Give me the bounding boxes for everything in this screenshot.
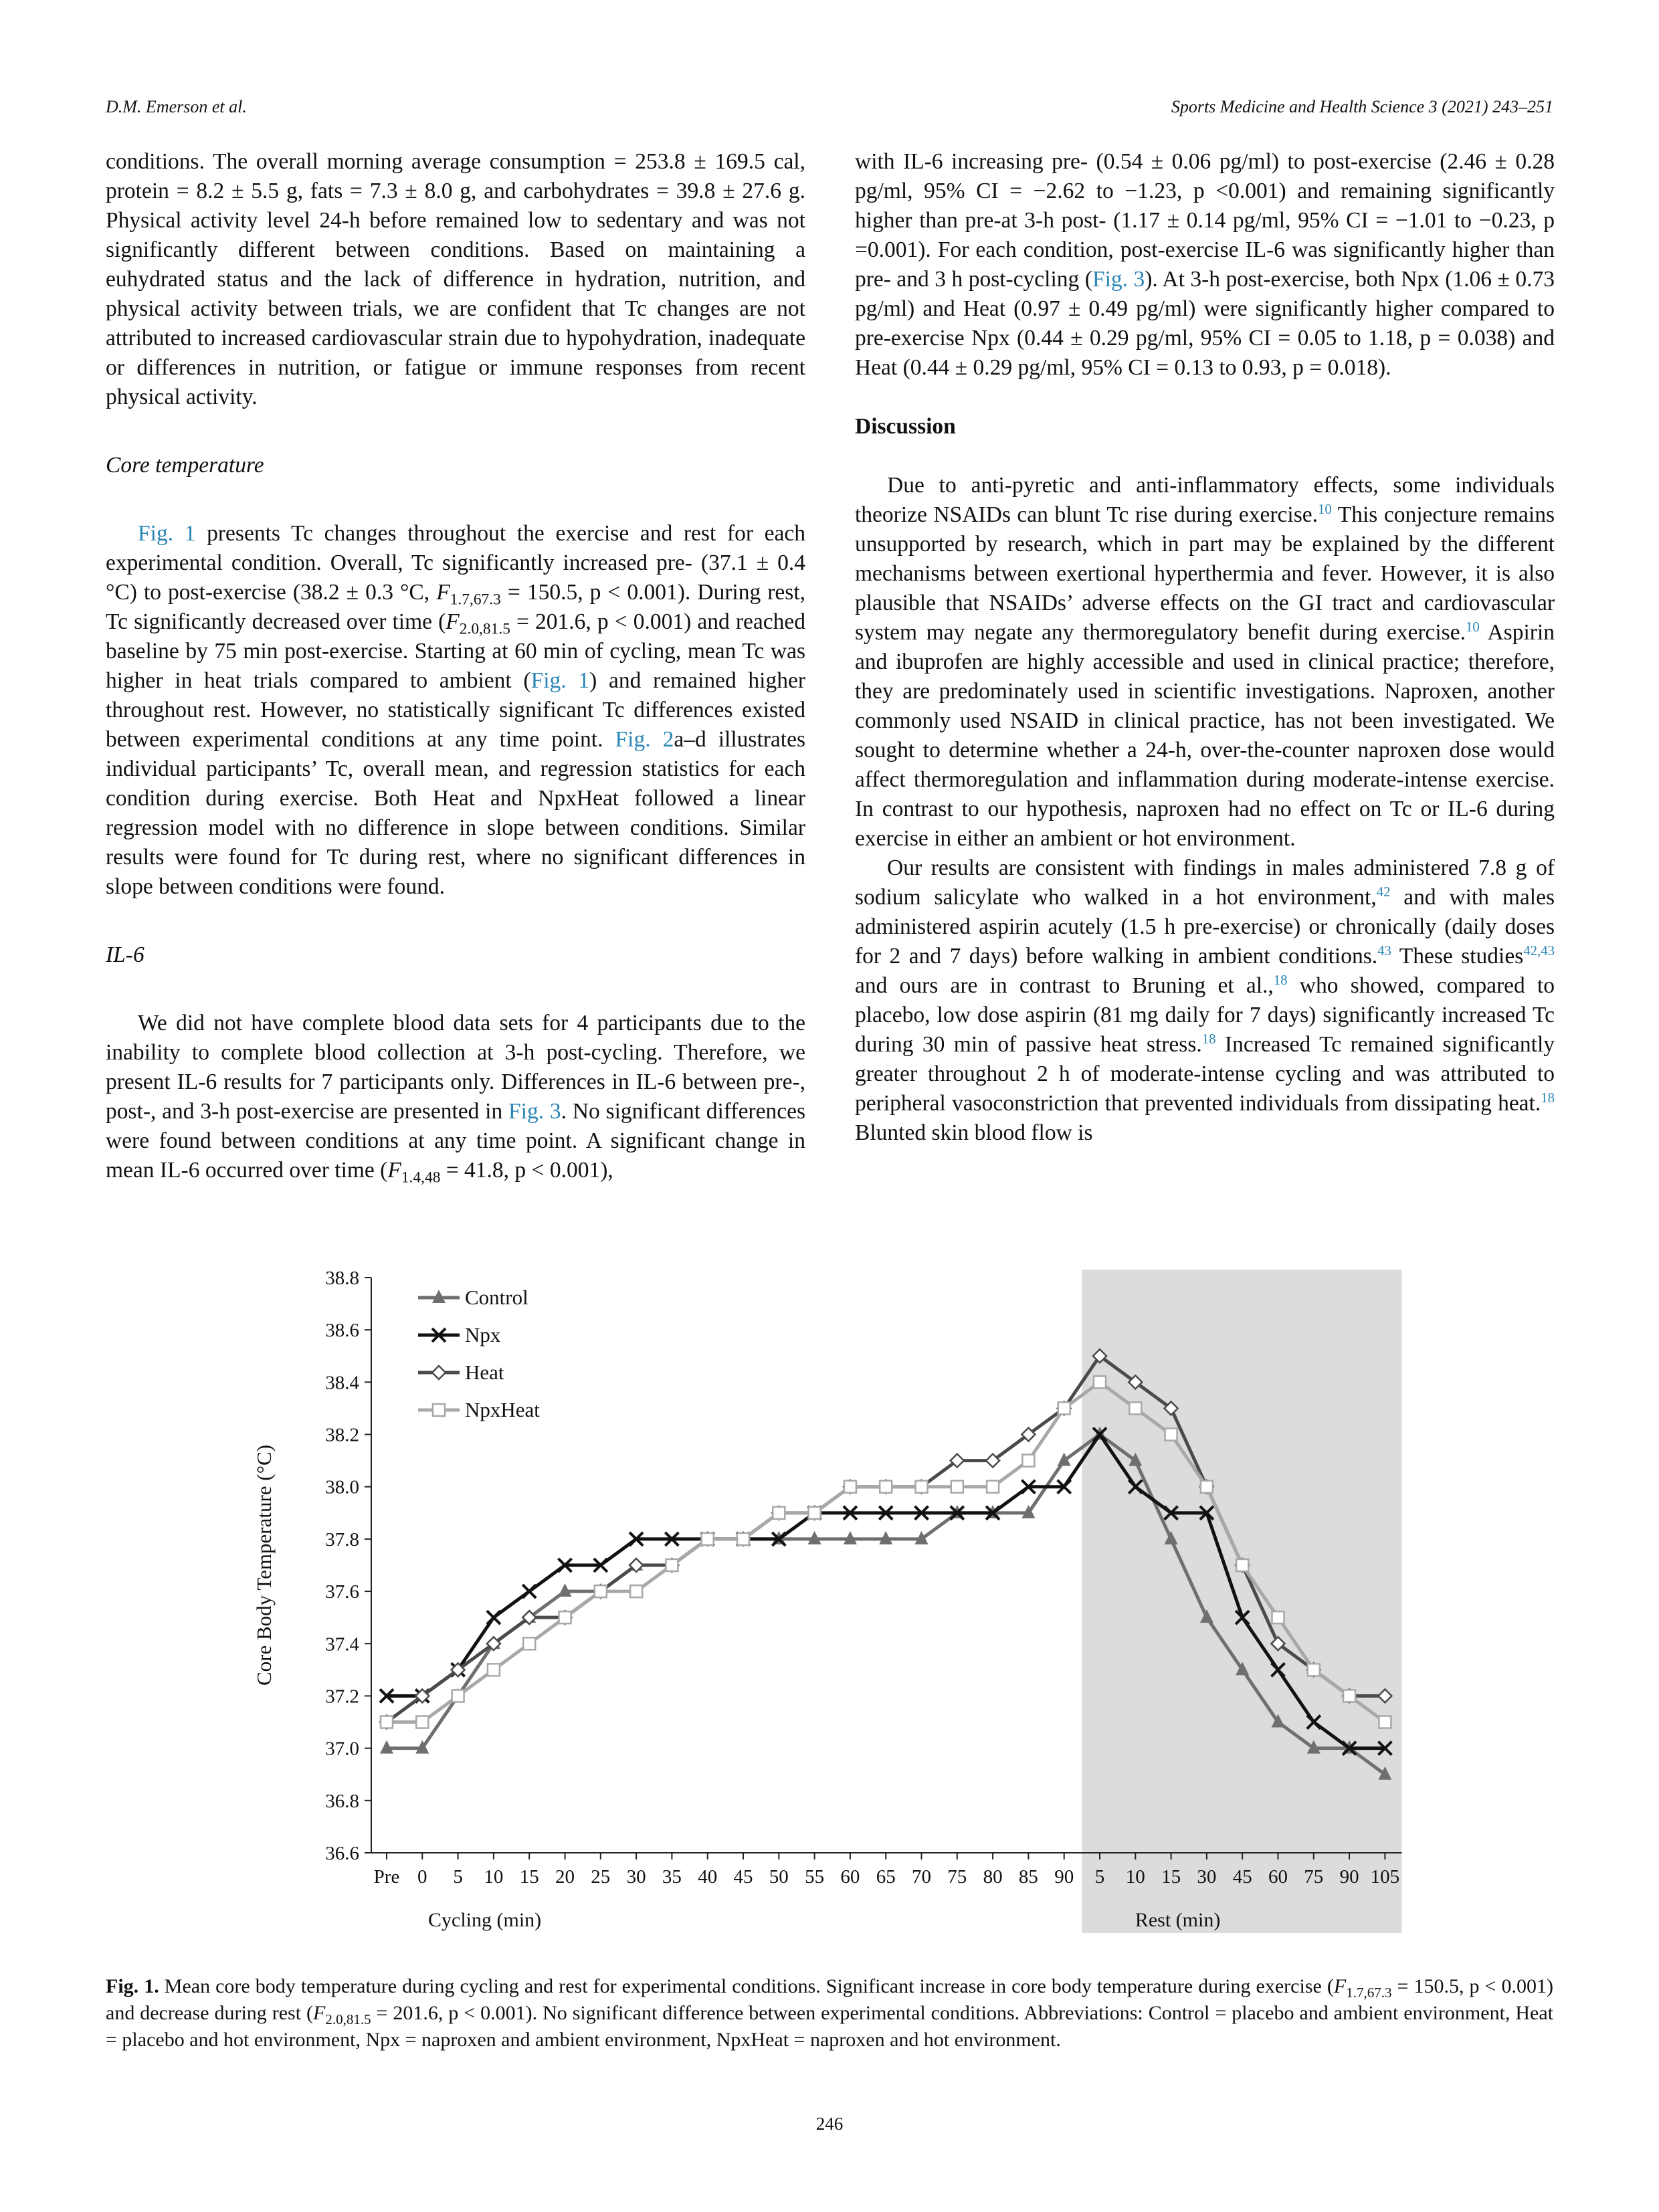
x-tick-label: 60 xyxy=(1268,1866,1288,1888)
fig1-link[interactable]: Fig. 1 xyxy=(138,521,196,546)
x-tick-label: 45 xyxy=(1232,1866,1252,1888)
x-tick-label: 80 xyxy=(983,1866,1003,1888)
section-heading-il6: IL-6 xyxy=(106,942,144,967)
core-temperature-paragraph: Fig. 1 presents Tc changes throughout the exercise and rest for each experimental condition. Overall, Tc significantly increased pre- (37.1 ± 0.4 °C) to post-exercise (38.2 ± 0.3 °C, $F_{1.7,67.3} = 150.5$, p < 0.001). During rest, Tc significantly decreased over time ($F_{2.0,81.5} = 201.6$, p < 0.001) and reached baseline by 75 min post-exercise. Starting at 60 min of cycling, mean Tc was higher in heat trials compared to ambient (Fig. 1) and remained higher throughout rest. However, no statistically significant Tc differences existed between experimental conditions at any time point. Fig. 2a–d illustrates individual participants’ Tc, overall mean, and regression statistics for each condition during exercise. Both Heat and NpxHeat followed a linear regression model with no difference in slope between conditions. Similar results were found for Tc during rest, where no significant differences in slope between conditions were found. xyxy=(106,521,806,899)
il6-paragraph: We did not have complete blood data sets for 4 participants due to the inability to complete blood collection at 3-h post-cycling. Therefore, we present IL-6 results for 7 participants only. Differences in IL-6 between pre-, post-, and 3-h post-exercise are presented in Fig. 3. No significant differences were found between conditions at any time point. A significant change in mean IL-6 occurred over time ($F_{1.4,48} = 41.8$, p < 0.001), xyxy=(106,1011,805,1187)
x-tick-label: 75 xyxy=(1304,1866,1324,1888)
reference-link[interactable]: 43 xyxy=(1377,942,1391,959)
data-point-npxheat xyxy=(488,1664,500,1676)
x-tick-label: 55 xyxy=(805,1866,825,1888)
reference-link[interactable]: 18 xyxy=(1541,1090,1555,1106)
legend-label-control: Control xyxy=(465,1286,528,1309)
data-point-npxheat xyxy=(381,1716,393,1728)
y-tick-label: 37.2 xyxy=(325,1686,359,1708)
y-tick-label: 36.8 xyxy=(325,1790,359,1812)
fig2-link[interactable]: Fig. 2 xyxy=(615,727,674,752)
data-point-npx xyxy=(522,1585,536,1598)
data-point-npxheat xyxy=(452,1690,464,1702)
y-axis-label: Core Body Temperature (°C) xyxy=(252,1444,276,1686)
y-tick-label: 37.6 xyxy=(325,1581,359,1603)
y-tick-label: 38.4 xyxy=(325,1372,359,1394)
fig3-link[interactable]: Fig. 3 xyxy=(1092,267,1145,292)
data-point-npxheat xyxy=(1058,1402,1070,1414)
x-tick-label: 15 xyxy=(519,1866,539,1888)
x-axis-label-rest: Rest (min) xyxy=(1135,1909,1221,1931)
rest-shaded-region xyxy=(1082,1270,1401,1933)
data-point-npxheat xyxy=(773,1507,785,1519)
y-tick-label: 37.8 xyxy=(325,1528,359,1550)
data-point-npxheat xyxy=(880,1481,892,1493)
x-tick-label: 5 xyxy=(1094,1866,1105,1888)
data-point-npxheat xyxy=(666,1559,678,1571)
discussion-paragraph-1: Due to anti-pyretic and anti-inflammatory effects, some individuals theorize NSAIDs can blunt Tc rise during exercise.$^{10}$ This conjecture remains unsupported by research, which in part may be explained by the different mechanisms between exertional hyperthermia and fever. However, it is also plausible that NSAIDs’ adverse effects on the GI tract and cardiovascular system may negate any thermoregulatory benefit during exercise.$^{10}$ Aspirin and ibuprofen are highly accessible and used in clinical practice; therefore, they are predominately used in scientific investigations. Naproxen, another commonly used NSAID in clinical practice, has not been investigated. We sought to determine whether a 24-h, over-the-counter naproxen dose would affect thermoregulation and inflammation during moderate-intense exercise. In contrast to our hypothesis, naproxen had no effect on Tc or IL-6 during exercise in either an ambient or hot environment. xyxy=(855,473,1555,851)
x-tick-label: 85 xyxy=(1018,1866,1038,1888)
x-tick-label: 105 xyxy=(1370,1866,1400,1888)
data-point-npxheat xyxy=(559,1611,571,1623)
x-tick-label: 60 xyxy=(840,1866,860,1888)
legend-marker-heat xyxy=(432,1366,446,1379)
x-tick-label: 90 xyxy=(1339,1866,1359,1888)
y-tick-label: 37.0 xyxy=(325,1738,359,1760)
x-tick-label: 65 xyxy=(876,1866,896,1888)
caption-label: Fig. 1. xyxy=(106,1975,159,1997)
data-point-npxheat xyxy=(1129,1402,1141,1414)
x-tick-label: 75 xyxy=(947,1866,967,1888)
x-tick-label: 5 xyxy=(453,1866,463,1888)
data-point-npxheat xyxy=(1236,1559,1248,1571)
fig3-link[interactable]: Fig. 3 xyxy=(508,1099,561,1124)
legend-label-heat: Heat xyxy=(465,1361,504,1384)
x-axis-label-cycling: Cycling (min) xyxy=(428,1909,542,1931)
x-tick-label: 40 xyxy=(698,1866,718,1888)
data-point-npx xyxy=(487,1611,500,1624)
data-point-npxheat xyxy=(523,1637,535,1649)
data-point-npxheat xyxy=(1094,1376,1106,1388)
running-header-authors: D.M. Emerson et al. xyxy=(106,97,247,116)
data-point-control xyxy=(1058,1453,1071,1466)
data-point-npxheat xyxy=(1379,1716,1391,1728)
reference-link[interactable]: 18 xyxy=(1201,1031,1216,1047)
data-point-npxheat xyxy=(416,1716,428,1728)
legend-label-npxheat: NpxHeat xyxy=(465,1398,540,1421)
data-point-npxheat xyxy=(809,1507,821,1519)
reference-link[interactable]: 10 xyxy=(1318,501,1332,517)
section-heading-discussion: Discussion xyxy=(855,414,956,439)
legend-marker-npxheat xyxy=(433,1404,445,1416)
data-point-npxheat xyxy=(987,1481,999,1493)
legend-label-npx: Npx xyxy=(465,1323,501,1346)
x-tick-label: 30 xyxy=(1197,1866,1217,1888)
data-point-npxheat xyxy=(630,1585,642,1597)
data-point-npxheat xyxy=(951,1481,963,1493)
y-tick-label: 38.0 xyxy=(325,1476,359,1498)
data-point-npxheat xyxy=(1201,1481,1213,1493)
x-tick-label: 45 xyxy=(733,1866,753,1888)
reference-link[interactable]: 18 xyxy=(1273,972,1288,988)
data-point-npxheat xyxy=(702,1533,714,1545)
x-tick-label: Pre xyxy=(373,1866,400,1888)
x-tick-label: 90 xyxy=(1054,1866,1074,1888)
x-tick-label: 35 xyxy=(662,1866,682,1888)
data-point-npxheat xyxy=(737,1533,749,1545)
y-tick-label: 38.6 xyxy=(325,1320,359,1342)
x-tick-label: 20 xyxy=(555,1866,575,1888)
data-point-npxheat xyxy=(1308,1664,1320,1676)
running-header-journal: Sports Medicine and Health Science 3 (2021) 243–251 xyxy=(1171,97,1553,116)
data-point-npxheat xyxy=(1343,1690,1355,1702)
figure-1 xyxy=(0,1264,1659,1973)
nutrition-paragraph: conditions. The overall morning average consumption = 253.8 ± 169.5 cal, protein = 8.2 ± 5.5 g, fats = 7.3 ± 8.0 g, and carbohydrates = 39.8 ± 27.6 g. Physical activity level 24-h before remained low to sedentary and was not significantly different between conditions. Based on maintaining a euhydrated status and the lack of difference in hydration, nutrition, and physical activity between trials, we are confident that Tc changes are not attributed to increased cardiovascular strain due to hypohydration, inadequate or differences in nutrition, or fatigue or immune responses from recent physical activity. xyxy=(106,149,805,409)
x-tick-label: 10 xyxy=(484,1866,504,1888)
x-tick-label: 10 xyxy=(1125,1866,1145,1888)
y-tick-label: 37.4 xyxy=(325,1633,359,1655)
figure-1-caption: Fig. 1. Mean core body temperature during cycling and rest for experimental conditions. Significant increase in core body temperature during exercise ($F_{1.7,67.3} = 150.5$, p < 0.001) and decrease during rest ($F_{2.0,81.5} = 201.6$, p < 0.001). No significant difference between experimental conditions. Abbreviations: Control = placebo and ambient environment, Heat = placebo and hot environment, Npx = naproxen and ambient environment, NpxHeat = naproxen and hot environment. xyxy=(106,1975,1554,2051)
x-tick-label: 15 xyxy=(1161,1866,1181,1888)
data-point-npxheat xyxy=(1272,1611,1284,1623)
core-temperature-line-chart xyxy=(0,1264,1659,1973)
x-tick-label: 30 xyxy=(626,1866,646,1888)
x-tick-label: 70 xyxy=(912,1866,931,1888)
x-tick-label: 50 xyxy=(769,1866,789,1888)
right-column xyxy=(855,147,1555,1148)
data-point-npxheat xyxy=(844,1481,856,1493)
reference-link[interactable]: 42 xyxy=(1376,884,1391,900)
data-point-npxheat xyxy=(595,1585,607,1597)
y-tick-label: 38.2 xyxy=(325,1424,359,1446)
reference-link[interactable]: 42,43 xyxy=(1523,942,1555,959)
x-tick-label: 25 xyxy=(591,1866,611,1888)
left-column xyxy=(106,147,805,1185)
y-tick-label: 38.8 xyxy=(325,1268,359,1289)
reference-link[interactable]: 10 xyxy=(1465,619,1480,635)
x-tick-label: 0 xyxy=(417,1866,427,1888)
data-point-npxheat xyxy=(1022,1455,1034,1467)
page-number: 246 xyxy=(815,2114,844,2134)
fig1-link[interactable]: Fig. 1 xyxy=(530,668,590,693)
data-point-npxheat xyxy=(916,1481,928,1493)
y-tick-label: 36.6 xyxy=(325,1843,359,1864)
discussion-paragraph-2: Our results are consistent with findings in males administered 7.8 g of sodium salicylate who walked in a hot environment,$^{42}$ and with males administered aspirin acutely (1.5 h pre-exercise) or chronically (daily doses for 2 and 7 days) before walking in ambient conditions.$^{43}$ These studies$^{42,43}$ and ours are in contrast to Bruning et al.,$^{18}$ who showed, compared to placebo, low dose aspirin (81 mg daily for 7 days) significantly increased Tc during 30 min of passive heat stress.$^{18}$ Increased Tc remained significantly greater throughout 2 h of moderate-intense cycling and was attributed to peripheral vasoconstriction that prevented individuals from dissipating heat.$^{18}$ Blunted skin blood flow is xyxy=(855,856,1555,1145)
section-heading-core-temperature: Core temperature xyxy=(106,453,264,478)
data-point-npxheat xyxy=(1165,1429,1177,1441)
il6-results-paragraph: with IL-6 increasing pre- (0.54 ± 0.06 pg/ml) to post-exercise (2.46 ± 0.28 pg/ml, 95% CI = −2.62 to −1.23, p <0.001) and remaining significantly higher than pre-at 3-h post- (1.17 ± 0.14 pg/ml, 95% CI = −1.01 to −0.23, p =0.001). For each condition, post-exercise IL-6 was significantly higher than pre- and 3 h post-cycling (Fig. 3). At 3-h post-exercise, both Npx (1.06 ± 0.73 pg/ml) and Heat (0.97 ± 0.49 pg/ml) were significantly higher compared to pre-exercise Npx (0.44 ± 0.29 pg/ml, 95% CI = 0.05 to 1.18, p = 0.038) and Heat (0.44 ± 0.29 pg/ml, 95% CI = 0.13 to 0.93, p = 0.018). xyxy=(855,149,1555,380)
